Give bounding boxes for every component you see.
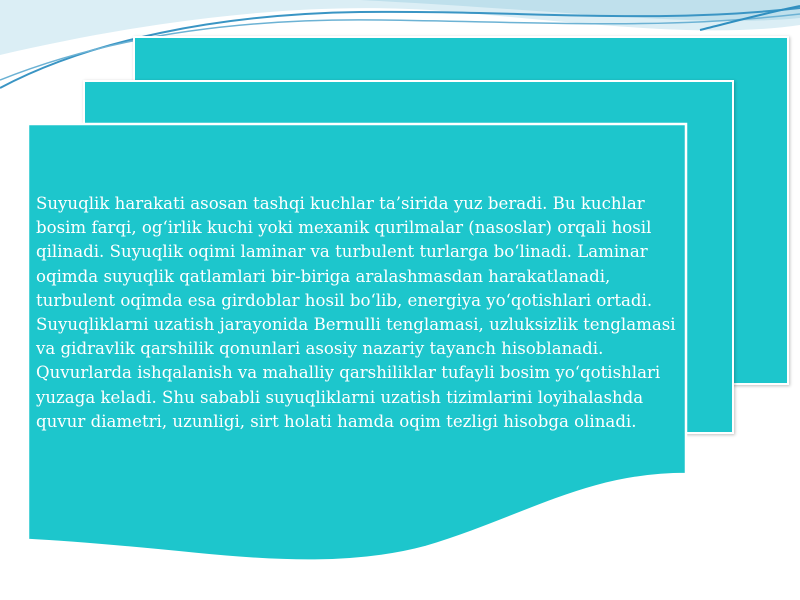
body-text bbox=[36, 192, 681, 434]
paragraph-2: Suyuqliklarni uzatish jarayonida Bernulli tenglamasi, uzluksizlik tenglamasi va gidravlik qarshilik qonunlari asosiy nazariy tayanch hisoblanadi. Quvurlarda ishqalanish va mahalliy qarshiliklar tufayli bosim yo‘qotishlari yuzaga keladi. Shu sababli suyuqliklarni uzatish tizimlarini loyihalashda quvur diametri, uzunligi, sirt holati hamda oqim tezligi hisobga olinadi. bbox=[36, 315, 676, 431]
paragraph-1: Suyuqlik harakati asosan tashqi kuchlar ta’sirida yuz beradi. Bu kuchlar bosim farqi, og‘irlik kuchi yoki mexanik qurilmalar (nasoslar) orqali hosil qilinadi. Suyuqlik oqimi laminar va turbulent turlarga bo‘linadi. Laminar oqimda suyuqlik qatlamlari bir-biriga aralashmasdan harakatlanadi, turbulent oqimda esa girdoblar hosil bo‘lib, energiya yo‘qotishlari ortadi. bbox=[36, 194, 653, 310]
